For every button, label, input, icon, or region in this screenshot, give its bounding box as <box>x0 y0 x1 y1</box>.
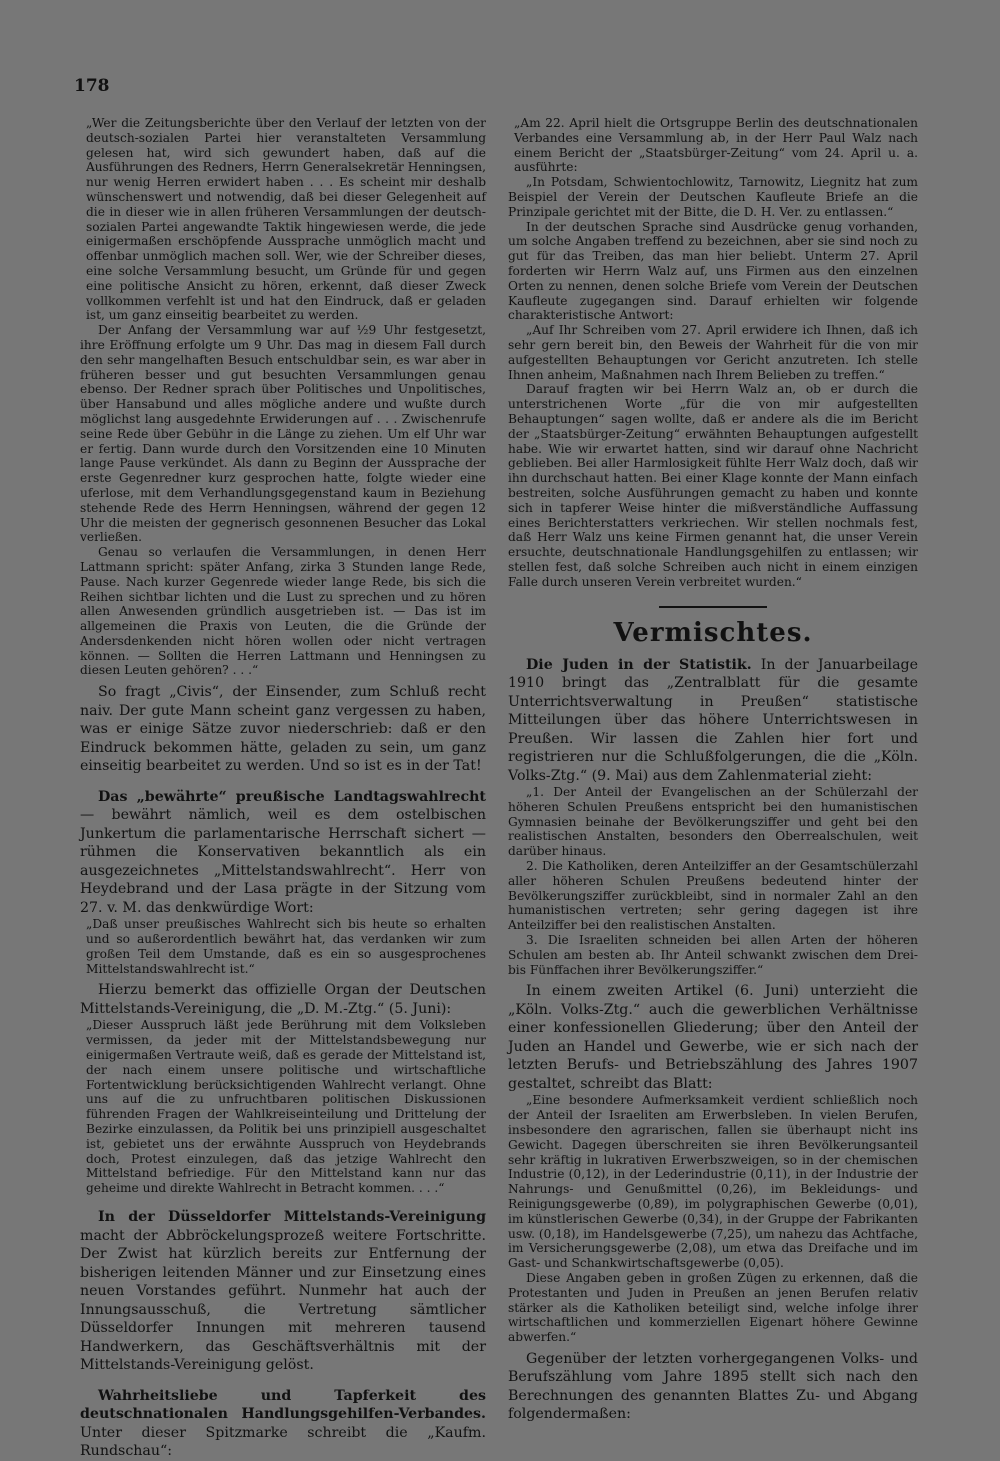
article-paragraph <box>80 788 486 918</box>
body-paragraph: Hierzu bemerkt das offizielle Organ der Deutschen Mittelstands-Vereinigung, die „D. M.-Ztg.“ (5. Juni): <box>80 982 486 1017</box>
quote-paragraph: „Auf Ihr Schreiben vom 27. April erwidere ich Ihnen, daß ich sehr gern bereit bin, den Beweis der Wahrheit für die von mir aufgestellten Behauptungen vor Gericht anzutreten. Ich stelle Ihnen anheim, Maßnahmen nach Ihrem Belieben zu treffen.“ <box>508 323 918 382</box>
page-number: 178 <box>74 76 110 96</box>
article-heading: Die Juden in der Statistik. <box>526 656 752 673</box>
quote-paragraph: Genau so verlaufen die Versammlungen, in denen Herr Lattmann spricht: später Anfang, zirka 3 Stunden lange Rede, Pause. Nach kurzer Gegenrede wieder lange Rede, bis sich die Reihen sichtbar lichten und die Lust zu sprechen und zu hören allen Anwesenden gründlich ausgetrieben ist. — Das ist im allgemeinen die Praxis von Leuten, die die Gründe der Andersdenkenden nicht hören wollen oder nicht vertragen können. — Sollten die Herren Lattmann und Henningsen zu diesen Leuten gehören? . . .“ <box>80 545 486 678</box>
quote-paragraph: „Dieser Ausspruch läßt jede Berührung mit dem Volksleben vermissen, da jeder mit der Mittelstandsbewegung nur einigermaßen Vertraute weiß, daß es gerade der Mittelstand ist, der nach einem unsere politische und wirtschaftliche Fortentwicklung berücksichtigenden Wahlrecht verlangt. Ohne uns auf die zu unfruchtbaren politischen Diskussionen führenden Fragen der Wahlkreiseinteilung und Drittelung der Bezirke einzulassen, da Politik bei uns prinzipiell ausgeschaltet ist, gebietet uns der erwähnte Ausspruch von Heydebrands doch, Protest einzulegen, daß das jetzige Wahlrecht den Mittelstand befriedige. Für den Mittelstand kann nur das geheime und direkte Wahlrecht in Betracht kommen. . . .“ <box>86 1018 486 1196</box>
article-paragraph <box>508 656 918 786</box>
quote-paragraph: 2. Die Katholiken, deren Anteilziffer an der Gesamtschülerzahl aller höheren Schulen Preußens bedeutend hinter der Bevölkerungsziffer zurückbleibt, sind in normaler Zahl an den humanistischen vertreten; sehr gering dagegen ist ihre Anteilziffer bei den realistischen Anstalten. <box>508 858 918 933</box>
body-paragraph: Gegenüber der letzten vorhergegangenen Volks- und Berufszählung vom Jahre 1895 stellt sich nach den Berechnungen des genannten Blattes Zu- und Abgang folgendermaßen: <box>508 1350 918 1423</box>
article-text: — bewährt nämlich, weil es dem ostelbischen Junkertum die parlamentarische Herrschaft sichert — rühmen die Konservativen bekanntlich als ein ausgezeichnetes „Mittelstandswahlrecht“. Herr von Heydebrand und der Lasa prägte in der Sitzung vom 27. v. M. das denkwürdige Wort: <box>80 807 486 916</box>
left-column <box>80 116 486 1461</box>
section-divider <box>659 606 767 608</box>
article-paragraph <box>80 1387 486 1461</box>
article-text: Unter dieser Spitzmarke schreibt die „Kaufm. Rundschau“: <box>80 1424 486 1460</box>
quote-paragraph: Darauf fragten wir bei Herrn Walz an, ob er durch die unterstrichenen Worte „für die von mir aufgestellten Behauptungen“ sagen wollte, daß er andere als die im Bericht der „Staatsbürger-Zeitung“ erwähnten Behauptungen aufgestellt habe. Wie wir erwartet hatten, sind wir darauf ohne Nachricht geblieben. Bei aller Harmlosigkeit fühlte Herr Walz doch, daß wir ihn durchschaut hatten. Bei einer Klage konnte der Mann einfach bestreiten, solche Ausführungen gemacht zu haben und konnte sich in tapferer Weise hinter die mißverständliche Auffassung eines Berichterstatters verkriechen. Wir stellen nochmals fest, daß Herr Walz uns keine Firmen genannt hat, die unser Verein ersuchte, deutschnationale Handlungsgehilfen zu entlassen; wir stellen fest, daß solche Schreiben auch nicht in einem einzigen Falle durch unseren Verein verbreitet wurden.“ <box>508 382 918 589</box>
quote-paragraph: Diese Angaben geben in großen Zügen zu erkennen, daß die Protestanten und Juden in Preußen an jenen Berufen relativ stärker als die Katholiken beteiligt sind, welche infolge ihrer wirtschaftlichen und kommerziellen Eigenart höhere Gewinne abwerfen.“ <box>508 1270 918 1345</box>
quote-paragraph: „In Potsdam, Schwientochlowitz, Tarnowitz, Liegnitz hat zum Beispiel der Verein der Deutschen Kaufleute Briefe an die Prinzipale gerichtet mit der Bitte, die D. H. Ver. zu entlassen.“ <box>508 175 918 219</box>
article-heading: In der Düsseldorfer Mittelstands-Vereinigung <box>98 1209 486 1226</box>
quote-paragraph: 3. Die Israeliten schneiden bei allen Arten der höheren Schulen am besten ab. Ihr Anteil schwankt zwischen dem Drei- bis Fünffachen ihrer Bevölkerungsziffer.“ <box>508 932 918 977</box>
article-heading: Das „bewährte“ preußische Landtagswahlrecht <box>98 788 486 805</box>
article-heading: Wahrheitsliebe und Tapferkeit des deutschnationalen Handlungsgehilfen-Verbandes. <box>80 1387 486 1423</box>
article-text: In der Januarbeilage 1910 bringt das „Zentralblatt für die gesamte Unterrichtsverwaltung in Preußen“ statistische Mitteilungen über das höhere Unterrichtswesen in Preußen. Wir lassen die Zahlen hier fort und registrieren nur die Schlußfolgerungen, die die „Köln. Volks-Ztg.“ (9. Mai) aus dem Zahlenmaterial zieht: <box>508 656 919 784</box>
quote-paragraph: „Daß unser preußisches Wahlrecht sich bis heute so erhalten und so außerordentlich bewährt hat, das verdanken wir zum großen Teil dem Umstande, daß es ein so ausgesprochenes Mittelstandswahlrecht ist.“ <box>86 917 486 976</box>
quote-paragraph: „1. Der Anteil der Evangelischen an der Schülerzahl der höheren Schulen Preußens entspricht bei den humanistischen Gymnasien beinahe der Bevölkerungsziffer und geht bei den realistischen Anstalten, besonders den Oberrealschulen, weit darüber hinaus. <box>508 785 918 859</box>
quote-paragraph: In der deutschen Sprache sind Ausdrücke genug vorhanden, um solche Angaben treffend zu bezeichnen, aber sie sind noch zu gut für das Treiben, das man hier beliebt. Unterm 27. April forderten wir Herrn Walz auf, uns Firmen aus den einzelnen Orten zu nennen, denen solche Briefe vom Verein der Deutschen Kaufleute zugegangen sind. Darauf erhielten wir folgende charakteristische Antwort: <box>508 219 918 323</box>
article-paragraph <box>80 1208 486 1375</box>
section-heading: Vermischtes. <box>613 617 813 648</box>
quote-paragraph: Der Anfang der Versammlung war auf ½9 Uhr festgesetzt, ihre Eröffnung erfolgte um 9 Uhr. Das mag in diesem Fall durch den sehr mangelhaften Besuch entschuldbar sein, es war aber in früheren besser und gut besuchten Versammlungen genau ebenso. Der Redner sprach über Politisches und Unpolitisches, über Hansabund und alles mögliche andere und wußte durch möglichst lang ausgedehnte Erwiderungen auf . . . Zwischenrufe seine Rede über Gebühr in die Länge zu ziehen. Um elf Uhr war er fertig. Dann wurde durch den Vorsitzenden eine 10 Minuten lange Pause verkündet. Als dann zu Beginn der Aussprache der erste Gegenredner kurz gesprochen hatte, folgte wieder eine uferlose, mit dem Verhandlungsgegenstand kaum in Beziehung stehende Rede des Herrn Henningsen, während der gegen 12 Uhr die meisten der gegnerisch gesonnenen Besucher das Lokal verließen. <box>80 323 486 545</box>
quote-paragraph: „Eine besondere Aufmerksamkeit verdient schließlich noch der Anteil der Israeliten am Erwerbsleben. In vielen Berufen, insbesondere den agrarischen, fallen sie überhaupt nicht ins Gewicht. Dagegen überschreiten sie ihren Bevölkerungsanteil sehr kräftig in lukrativen Erwerbszweigen, so in der chemischen Industrie (0,12), in der Lederindustrie (0,11), in der Industrie der Nahrungs- und Genußmittel (0,26), im Bekleidungs- und Reinigungsgewerbe (0,89), im polygraphischen Gewerbe (0,01), im künstlerischen Gewerbe (0,34), in der Gruppe der Fabrikanten usw. (0,18), im Handelsgewerbe (7,25), um nahezu das Achtfache, im Versicherungsgewerbe (2,08), um etwa das Dreifache und im Gast- und Schankwirtschaftsgewerbe (0,05). <box>508 1093 918 1271</box>
quote-paragraph: „Wer die Zeitungsberichte über den Verlauf der letzten von der deutsch-sozialen Partei hier veranstalteten Versammlung gelesen hat, wird sich gewundert haben, daß auf die Ausführungen des Redners, Herrn Generalsekretär Henningsen, nur wenig Herren erwidert haben . . . Es scheint mir deshalb wünschenswert und notwendig, daß bei dieser Gelegenheit auf die in dieser wie in allen früheren Versammlungen der deutsch-sozialen Partei angewandte Taktik hingewiesen werde, die jede einigermaßen erschöpfende Aussprache unmöglich macht und offenbar unmöglich machen soll. Wer, wie der Schreiber dieses, eine solche Versammlung besucht, um Gründe für und gegen eine politische Ansicht zu hören, erkennt, daß dieser Zweck vollkommen verfehlt ist und hat den Eindruck, daß er geladen ist, um ganz einseitig bearbeitet zu werden. <box>86 116 486 323</box>
body-paragraph: So fragt „Civis“, der Einsender, zum Schluß recht naiv. Der gute Mann scheint ganz vergessen zu haben, was er einige Sätze zuvor niederschrieb: daß er den Eindruck bekommen hätte, geladen zu sein, um ganz einseitig bearbeitet zu werden. Und so ist es in der Tat! <box>80 684 486 775</box>
right-column <box>508 116 918 1424</box>
body-paragraph: In einem zweiten Artikel (6. Juni) unterzieht die „Köln. Volks-Ztg.“ auch die gewerblichen Verhältnisse einer konfessionellen Gliederung; über den Anteil der Juden an Handel und Gewerbe, wie er sich nach der letzten Berufs- und Betriebszählung des Jahres 1907 gestaltet, schreibt das Blatt: <box>508 983 918 1092</box>
article-text: macht der Abbröckelungsprozeß weitere Fortschritte. Der Zwist hat kürzlich bereits zur Entfernung der bisherigen leitenden Männer und zur Einsetzung eines neuen Vorstandes geführt. Nunmehr hat auch der Innungsausschuß, die Vertretung sämtlicher Düsseldorfer Innungen mit mehreren tausend Handwerkern, das Geschäftsverhältnis mit der Mittelstands-Vereinigung gelöst. <box>80 1227 486 1374</box>
quote-paragraph: „Am 22. April hielt die Ortsgruppe Berlin des deutschnationalen Verbandes eine Versammlung ab, in der Herr Paul Walz nach einem Bericht der „Staatsbürger-Zeitung“ vom 24. April u. a. ausführte: <box>514 116 918 175</box>
